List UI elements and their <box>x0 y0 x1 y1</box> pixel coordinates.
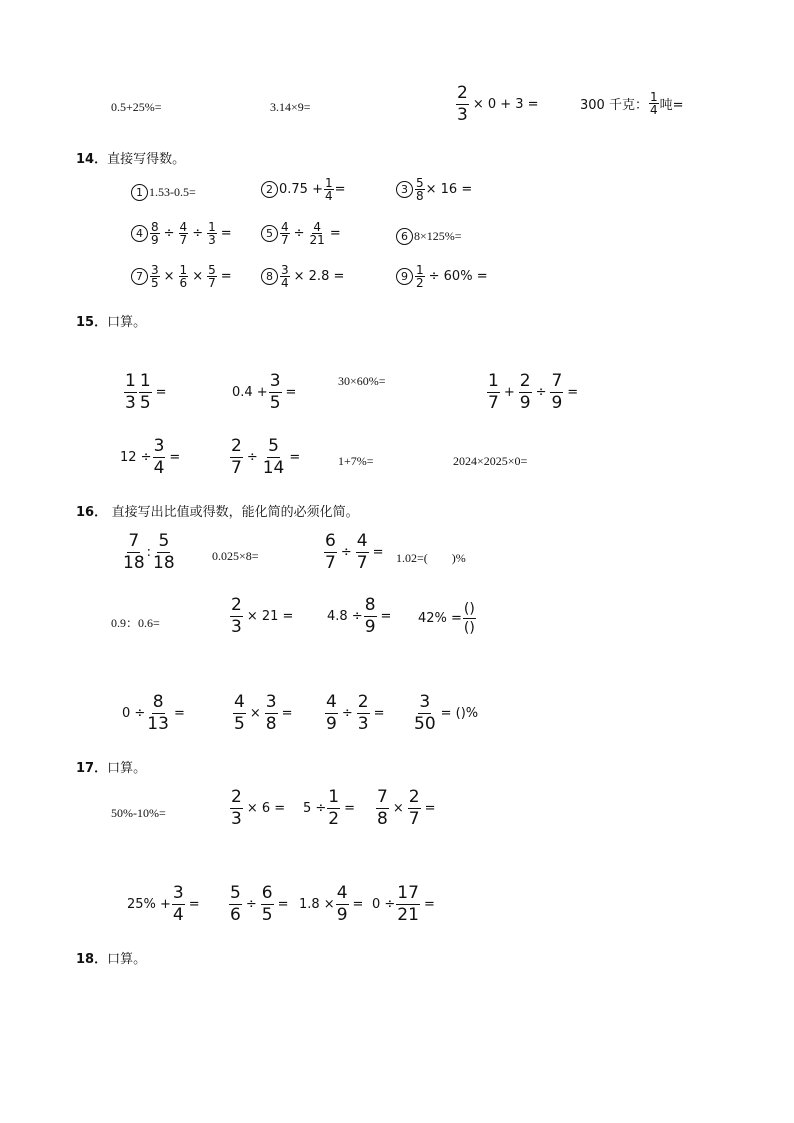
fraction: $\frac{2}{9}$ <box>519 371 531 413</box>
fraction: $\frac{5}{7}$ <box>208 263 216 290</box>
q14-item-5: 5 $\frac{4}{7}$ ÷ $\frac{4}{21}$ = <box>261 221 344 246</box>
q14-item-1: 1 1.53-0.5= <box>131 184 196 201</box>
fraction: $\frac{3}{5}$ <box>151 263 159 290</box>
fraction: $\frac{1}{4}$ <box>649 90 658 117</box>
fraction: $\frac{5}{18}$ <box>153 531 175 573</box>
fraction: $\frac{4}{5}$ <box>234 692 245 734</box>
question-15-heading: 15．口算。 <box>76 315 147 330</box>
fraction: $\frac{1}{4}$ <box>324 176 333 203</box>
q16-r1-expr-c: $\frac{6}{7}$ ÷ $\frac{4}{7}$ = <box>325 531 384 573</box>
q17-r1-expr-c: 5 ÷ $\frac{1}{2}$ = <box>303 787 356 829</box>
q16-r3-expr-d: $\frac{3}{50}$ = ()% <box>414 692 479 734</box>
fraction: $\frac{1}{5}$ <box>139 371 151 413</box>
q17-r2-expr-c: 1.8 × $\frac{4}{9}$ = <box>299 883 364 925</box>
circled-number: 9 <box>396 268 413 285</box>
fraction: $\frac{6}{7}$ <box>325 531 336 573</box>
q14-item-8: 8 $\frac{3}{4}$ × 2.8 = <box>261 264 347 289</box>
fraction: $\frac{2}{3}$ <box>231 595 242 637</box>
fraction: $\frac{3}{4}$ <box>172 883 184 925</box>
fraction: $\frac{4}{7}$ <box>281 220 289 247</box>
q17-r1-expr-a: 50%-10%= <box>111 806 166 820</box>
q16-r1-expr-a: $\frac{7}{18}$ : $\frac{5}{18}$ <box>123 531 175 573</box>
q16-r2-expr-b: $\frac{2}{3}$ × 21 = <box>231 595 294 637</box>
circled-number: 2 <box>261 181 278 198</box>
fraction: $\frac{5}{6}$ <box>230 883 241 925</box>
fraction: $\frac{4}{9}$ <box>336 883 348 925</box>
q17-r1-expr-d: $\frac{7}{8}$ × $\frac{2}{7}$ = <box>377 787 436 829</box>
fraction: $\frac{1}{6}$ <box>179 263 188 290</box>
fraction: $\frac{4}{7}$ <box>356 531 368 573</box>
q14-item-7: 7 $\frac{3}{5}$ × $\frac{1}{6}$ × $\frac{5}{7}$ = <box>131 264 235 289</box>
q15-r1-expr-c: 30×60%= <box>338 374 386 388</box>
fraction: $\frac{4}{9}$ <box>326 692 337 734</box>
fraction: $\frac{7}{9}$ <box>551 371 563 413</box>
fraction: $\frac{8}{9}$ <box>151 220 159 247</box>
fraction: $\frac{3}{4}$ <box>281 263 289 290</box>
circled-number: 7 <box>131 268 148 285</box>
fraction: $\frac{7}{18}$ <box>123 531 145 573</box>
fraction-blank: $\frac{()}{()}$ <box>463 601 475 636</box>
fraction: $\frac{1}{2}$ <box>328 787 340 829</box>
fraction: $\frac{3}{50}$ <box>414 692 436 734</box>
q15-r2-expr-b: $\frac{2}{7}$ ÷ $\frac{5}{14}$ = <box>231 436 301 478</box>
fraction: $\frac{1}{2}$ <box>416 263 424 290</box>
fraction: $\frac{17}{21}$ <box>397 883 419 925</box>
top-expr-a: 0.5+25%= <box>111 100 162 114</box>
fraction: $\frac{3}{4}$ <box>153 436 165 478</box>
fraction: $\frac{2}{7}$ <box>408 787 420 829</box>
question-14-heading: 14．直接写得数。 <box>76 152 186 167</box>
q16-r2-expr-c: 4.8 ÷ $\frac{8}{9}$ = <box>327 595 392 637</box>
top-expr-b: 3.14×9= <box>270 100 311 114</box>
fraction: $\frac{2}{3}$ <box>357 692 369 734</box>
fraction: $\frac{1}{3}$ <box>125 371 136 413</box>
fraction: $\frac{3}{8}$ <box>265 692 277 734</box>
fraction: $\frac{8}{13}$ <box>147 692 169 734</box>
fraction: $\frac{2}{7}$ <box>231 436 242 478</box>
fraction: $\frac{2}{3}$ <box>457 83 468 125</box>
fraction: $\frac{6}{5}$ <box>261 883 273 925</box>
q15-r1-expr-b: 0.4 + $\frac{3}{5}$ = <box>232 371 297 413</box>
q14-item-6: 6 8×125%= <box>396 228 462 245</box>
q16-r1-expr-b: 0.025×8= <box>212 549 259 563</box>
q15-r1-expr-d: $\frac{1}{7}$ + $\frac{2}{9}$ ÷ $\frac{7}{9}$ = <box>488 371 579 413</box>
fraction: $\frac{1}{3}$ <box>208 220 216 247</box>
q17-r1-expr-b: $\frac{2}{3}$ × 6 = <box>231 787 286 829</box>
fraction: $\frac{2}{3}$ <box>231 787 242 829</box>
q15-r1-expr-a: $\frac{1}{3}$ $\frac{1}{5}$ = <box>125 371 167 413</box>
circled-number: 1 <box>131 184 148 201</box>
q15-r2-expr-d: 2024×2025×0= <box>453 454 528 468</box>
q16-r1-expr-d: 1.02=( )% <box>396 551 466 565</box>
q16-r3-expr-c: $\frac{4}{9}$ ÷ $\frac{2}{3}$ = <box>326 692 385 734</box>
q17-r2-expr-d: 0 ÷ $\frac{17}{21}$ = <box>372 883 435 925</box>
fraction: $\frac{5}{14}$ <box>262 436 285 478</box>
fraction: $\frac{4}{7}$ <box>179 220 188 247</box>
fraction: $\frac{3}{5}$ <box>269 371 281 413</box>
q14-item-4: 4 $\frac{8}{9}$ ÷ $\frac{4}{7}$ ÷ $\frac{1}{3}$ = <box>131 221 235 246</box>
question-18-heading: 18．口算。 <box>76 952 147 967</box>
circled-number: 5 <box>261 225 278 242</box>
q16-r2-expr-d: 42% = $\frac{()}{()}$ <box>418 601 475 636</box>
fraction: $\frac{4}{21}$ <box>309 220 325 247</box>
q14-item-2: 2 0.75 + $\frac{1}{4}$ = <box>261 177 346 202</box>
fraction: $\frac{5}{8}$ <box>416 176 424 203</box>
q16-r3-expr-a: 0 ÷ $\frac{8}{13}$ = <box>122 692 185 734</box>
circled-number: 6 <box>396 228 413 245</box>
fraction: $\frac{7}{8}$ <box>377 787 388 829</box>
question-17-heading: 17．口算。 <box>76 761 147 776</box>
circled-number: 8 <box>261 268 278 285</box>
circled-number: 4 <box>131 225 148 242</box>
q15-r2-expr-c: 1+7%= <box>338 454 374 468</box>
q17-r2-expr-b: $\frac{5}{6}$ ÷ $\frac{6}{5}$ = <box>230 883 289 925</box>
circled-number: 3 <box>396 181 413 198</box>
q17-r2-expr-a: 25% + $\frac{3}{4}$ = <box>127 883 200 925</box>
q16-r2-expr-a: 0.9：0.6= <box>111 616 160 630</box>
question-16-heading: 16． 直接写出比值或得数，能化简的必须化简。 <box>76 505 359 520</box>
fraction: $\frac{8}{9}$ <box>364 595 376 637</box>
q14-item-3: 3 $\frac{5}{8}$ × 16 = <box>396 177 472 202</box>
q16-r3-expr-b: $\frac{4}{5}$ × $\frac{3}{8}$ = <box>234 692 293 734</box>
q15-r2-expr-a: 12 ÷ $\frac{3}{4}$ = <box>120 436 181 478</box>
top-expr-d: 300 千克： $\frac{1}{4}$ 吨= <box>580 90 684 117</box>
top-expr-c: $\frac{2}{3}$ × 0 + 3 = <box>457 83 539 125</box>
q14-item-9: 9 $\frac{1}{2}$ ÷ 60% = <box>396 264 491 289</box>
fraction: $\frac{1}{7}$ <box>488 371 499 413</box>
